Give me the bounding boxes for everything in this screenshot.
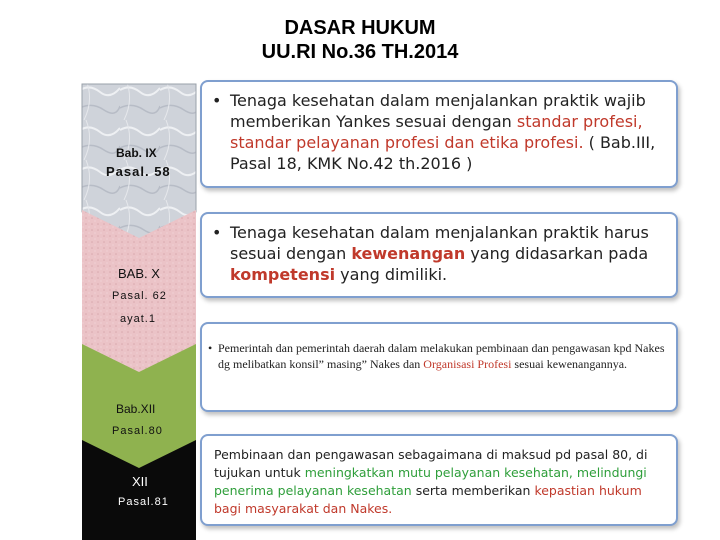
chevron-1 [82, 84, 196, 240]
box4-highlight-red: kepastian hukum bagi masyarakat dan Nakes. [214, 483, 642, 516]
box1-highlight: standar profesi, standar pelayanan profesi dan etika profesi. [230, 112, 643, 152]
box1-text: Tenaga kesehatan dalam menjalankan praktik wajib memberikan Yankes sesuai dengan [230, 91, 646, 131]
chevron-1-label-1: Bab. IX [116, 146, 157, 160]
page-title-line2: UU.RI No.36 TH.2014 [261, 41, 459, 63]
box1-reference: ( Bab.III, Pasal 18, KMK No.42 th.2016 ) [230, 133, 656, 173]
chevron-4-label-1: XII [132, 474, 148, 489]
box3-text-1: Pemerintah dan pemerintah daerah dalam melakukan pembinaan dan pengawasan kpd Nakes dg melibatkan konsil” masing” Nakes dan [218, 341, 665, 371]
chevron-2-label-3: ayat.1 [120, 313, 156, 325]
box4-highlight-green: meningkatkan mutu pelayanan kesehatan, melindungi penerima pelayanan kesehatan [214, 465, 647, 498]
page-title-line1: DASAR HUKUM [284, 17, 436, 39]
box3-text-2: sesuai kewenangannya. [511, 357, 628, 371]
chevron-3-label-2: Pasal.80 [112, 425, 163, 437]
box4-text-2: serta memberikan [411, 483, 535, 498]
chevron-4-label-2: Pasal.81 [118, 496, 169, 508]
chevron-3-label-1: Bab.XII [116, 402, 156, 416]
bullet-icon: • [212, 223, 222, 242]
box3-highlight: Organisasi Profesi [423, 357, 512, 371]
bullet-icon: • [212, 91, 222, 110]
bullet-icon: • [208, 341, 213, 355]
box2-highlight-kewenangan: kewenangan [351, 244, 466, 263]
box2-text-3: yang dimiliki. [335, 265, 448, 284]
box2-highlight-kompetensi: kompetensi [230, 265, 336, 284]
chevron-2-label-1: BAB. X [118, 266, 160, 281]
content-box-3 [200, 322, 678, 412]
box2-text-2: yang didasarkan pada [465, 244, 649, 263]
content-box-4 [200, 434, 678, 526]
content-box-2 [200, 212, 678, 298]
box4-text-1: Pembinaan dan pengawasan sebagaimana di maksud pd pasal 80, di tujukan untuk [214, 447, 648, 480]
chevron-2-label-2: Pasal. 62 [112, 290, 167, 302]
chevron-1-label-2: Pasal. 58 [106, 164, 171, 179]
content-box-1 [200, 80, 678, 188]
box2-text-1: Tenaga kesehatan dalam menjalankan praktik harus sesuai dengan [230, 223, 649, 263]
